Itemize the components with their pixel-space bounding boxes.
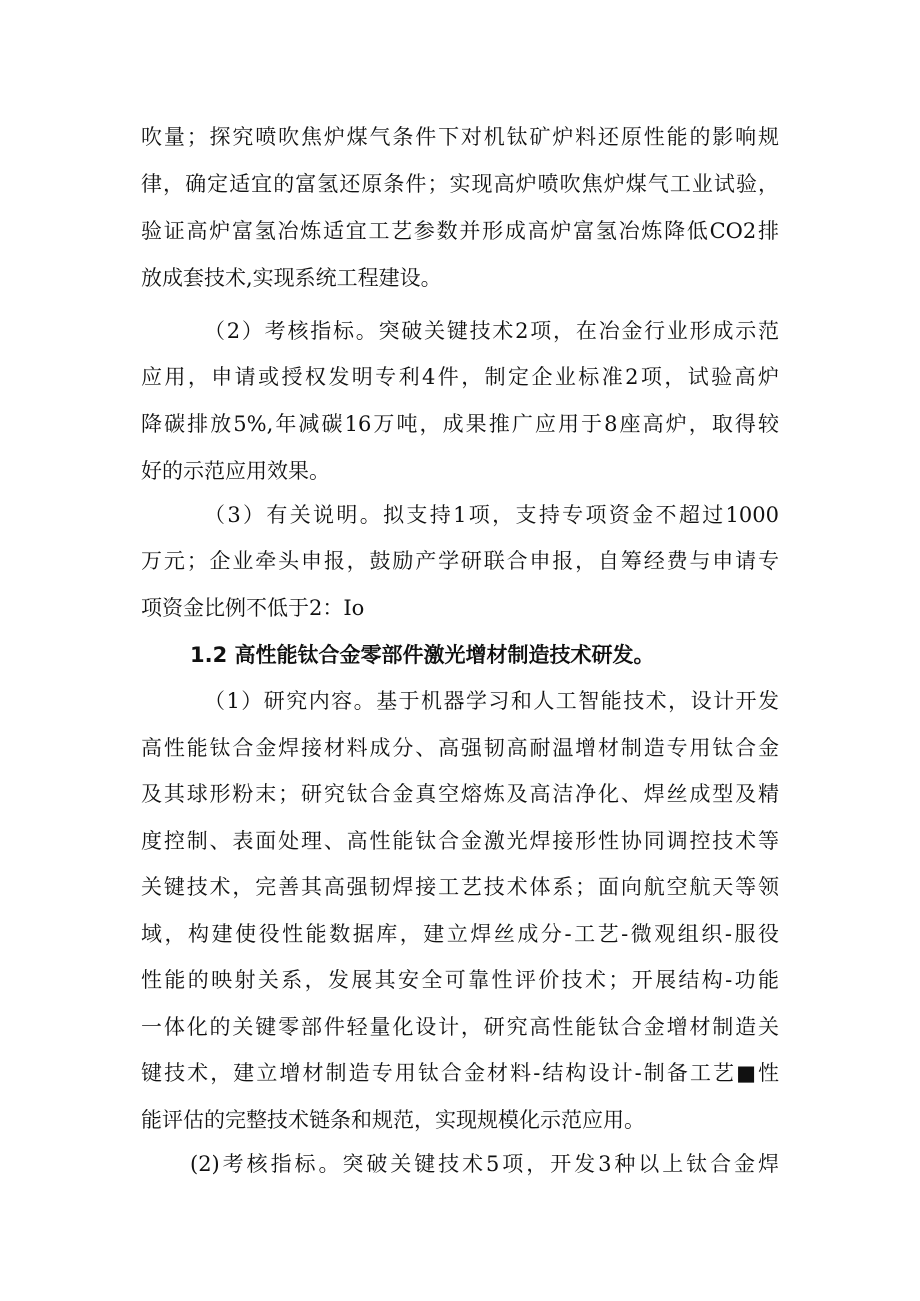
body-line-22: 能评估的完整技术链条和规范，实现规模化示范应用。: [141, 1108, 645, 1132]
body-line-4: 放成套技术,实现系统工程建设。: [141, 266, 442, 290]
body-line-21: 键技术，建立增材制造专用钛合金材料-结构设计-制备工艺■性: [141, 1061, 779, 1085]
body-line-20: 一体化的关键零部件轻量化设计，研究高性能钛合金增材制造关: [141, 1015, 779, 1039]
body-line-15: 及其球形粉末；研究钛合金真空熔炼及高洁净化、焊丝成型及精: [141, 782, 779, 806]
body-line-23: (2)考核指标。突破关键技术5项，开发3种以上钛合金焊: [190, 1152, 779, 1176]
body-line-1: 吹量；探究喷吹焦炉煤气条件下对机钛矿炉料还原性能的影响规: [141, 125, 779, 149]
body-line-13: （1）研究内容。基于机器学习和人工智能技术，设计开发: [204, 689, 779, 713]
body-line-11: 项资金比例不低于2：Io: [141, 596, 365, 620]
body-line-14: 高性能钛合金焊接材料成分、高强韧高耐温增材制造专用钛合金: [141, 736, 779, 760]
body-line-3: 验证高炉富氢冶炼适宜工艺参数并形成高炉富氢冶炼降低CO2排: [141, 219, 779, 243]
body-line-16: 度控制、表面处理、高性能钛合金激光焊接形性协同调控技术等: [141, 829, 779, 853]
body-line-18: 域，构建使役性能数据库，建立焊丝成分-工艺-微观组织-服役: [141, 922, 779, 946]
body-line-17: 关键技术，完善其高强韧焊接工艺技术体系；面向航空航天等领: [141, 875, 779, 899]
body-line-6: 应用，申请或授权发明专利4件，制定企业标准2项，试验高炉: [141, 365, 779, 389]
body-line-9: （3）有关说明。拟支持1项，支持专项资金不超过1000: [204, 503, 779, 527]
body-line-10: 万元；企业牵头申报，鼓励产学研联合申报，自筹经费与申请专: [141, 549, 779, 573]
body-line-5: （2）考核指标。突破关键技术2项，在冶金行业形成示范: [204, 319, 779, 343]
body-line-8: 好的示范应用效果。: [141, 459, 330, 483]
body-line-7: 降碳排放5%,年减碳16万吨，成果推广应用于8座高炉，取得较: [141, 412, 779, 436]
section-heading-1-2: 1.2 高性能钛合金零部件激光增材制造技术研发。: [190, 643, 655, 667]
body-line-19: 性能的映射关系，发展其安全可靠性评价技术；开展结构-功能: [141, 968, 779, 992]
body-line-2: 律，确定适宜的富氢还原条件；实现高炉喷吹焦炉煤气工业试验，: [141, 172, 779, 196]
